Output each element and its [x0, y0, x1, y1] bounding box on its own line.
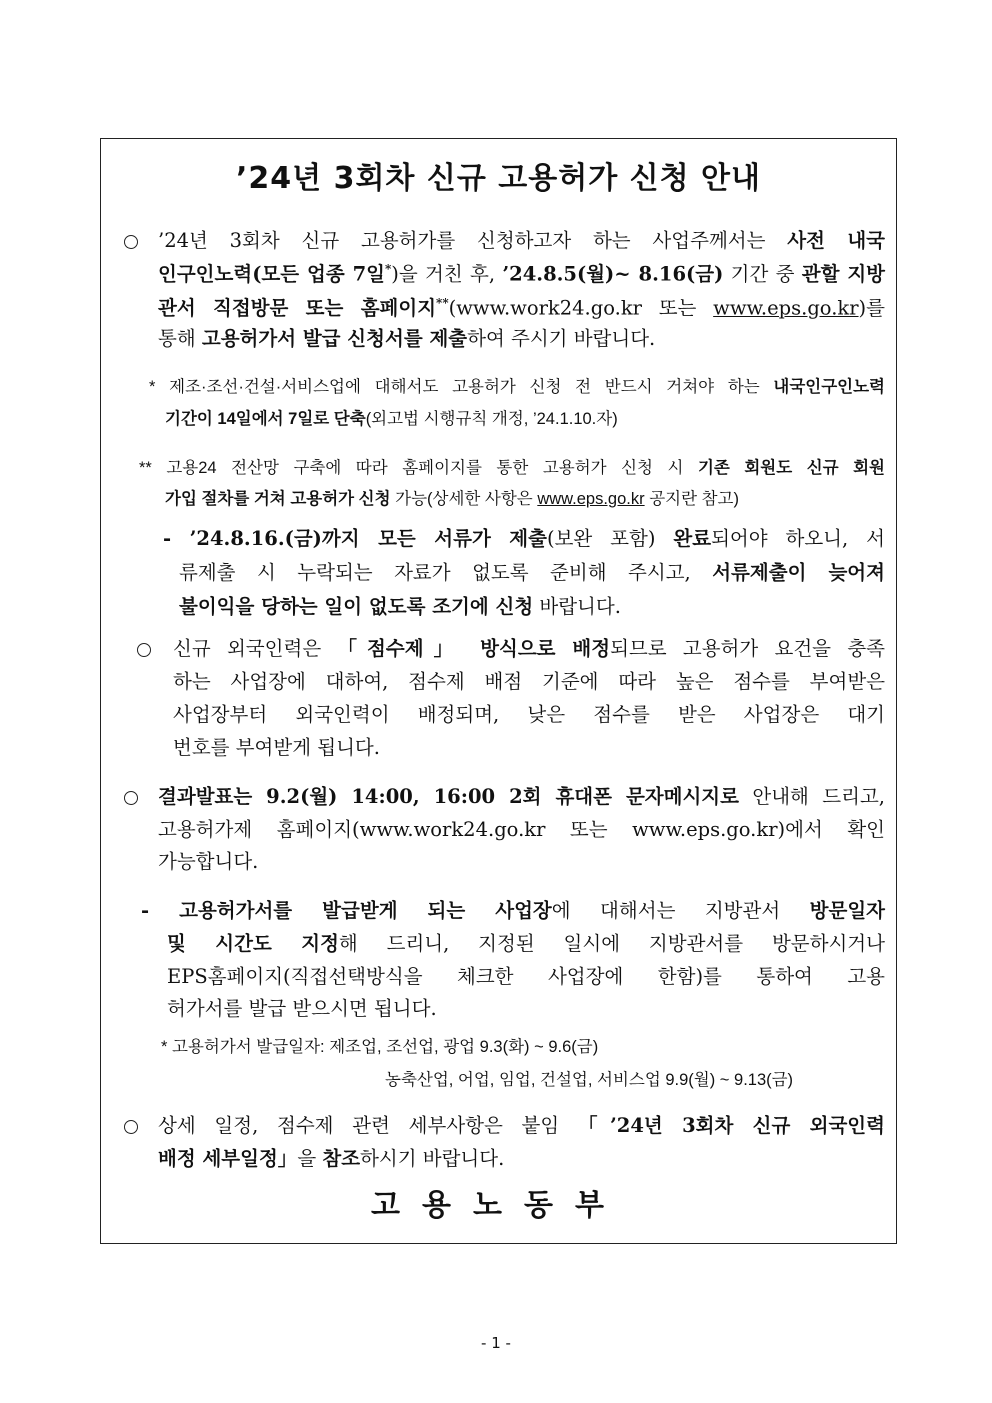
paragraph-2-line-2: 하는 사업장에 대하여, 점수제 배점 기준에 따라 높은 점수를 부여받은	[173, 670, 885, 693]
dash-2-line-4: 허가서를 발급 받으시면 됩니다.	[167, 997, 437, 1020]
paragraph-4-line-1: 상세 일정, 점수제 관련 세부사항은 붙임 「’24년 3회차 신규 외국인력	[158, 1114, 885, 1137]
paragraph-1-line-3: 관서 직접방문 또는 홈페이지**(www.work24.go.kr 또는 www.eps.go.kr)를	[158, 296, 885, 320]
paragraph-3-line-2: 고용허가제 홈페이지(www.work24.go.kr 또는 www.eps.go.kr)에서 확인	[158, 818, 885, 841]
bullet-circle-icon	[124, 235, 138, 249]
paragraph-2-line-1: 신규 외국인력은 「점수제」 방식으로 배정되므로 고용허가 요건을 충족	[173, 637, 885, 660]
dash-1-line-2: 류제출 시 누락되는 자료가 없도록 준비해 주시고, 서류제출이 늦어져	[179, 561, 885, 584]
note-2-line-1: ** 고용24 전산망 구축에 따라 홈페이지를 통한 고용허가 신청 시 기존 회원도 신규 회원	[139, 459, 885, 477]
page-title: ’24년 3회차 신규 고용허가 신청 안내	[236, 161, 761, 196]
note-1-line-1: * 제조·조선·건설·서비스업에 대해서도 고용허가 신청 전 반드시 거쳐야 하는 내국인구인노력	[149, 378, 885, 396]
dash-2-line-1: - 고용허가서를 발급받게 되는 사업장에 대해서는 지방관서 방문일자	[141, 899, 885, 922]
paragraph-3-line-3: 가능합니다.	[158, 850, 259, 873]
signature: 고용노동부	[371, 1188, 626, 1223]
dash-1-line-3: 불이익을 당하는 일이 없도록 조기에 신청 바랍니다.	[179, 595, 621, 618]
bullet-circle-icon	[124, 791, 138, 805]
paragraph-4-line-2: 배정 세부일정」을 참조하시기 바랍니다.	[158, 1147, 505, 1170]
paragraph-1-line-1: ’24년 3회차 신규 고용허가를 신청하고자 하는 사업주께서는 사전 내국	[158, 229, 886, 252]
note-2-line-2: 가입 절차를 거쳐 고용허가 신청 가능(상세한 사항은 www.eps.go.kr 공지란 참고)	[165, 490, 739, 508]
page-number: - 1 -	[481, 1334, 511, 1352]
paragraph-2-line-4: 번호를 부여받게 됩니다.	[173, 736, 380, 759]
paragraph-1-line-4: 통해 고용허가서 발급 신청서를 제출하여 주시기 바랍니다.	[158, 327, 656, 350]
note-1-line-2: 기간이 14일에서 7일로 단축(외고법 시행규칙 개정, ’24.1.10.자)	[165, 410, 618, 428]
dash-2-line-3: EPS홈페이지(직접선택방식을 체크한 사업장에 한함)를 통하여 고용	[167, 965, 885, 988]
eps-link[interactable]: www.eps.go.kr	[713, 296, 859, 320]
bullet-circle-icon	[137, 643, 151, 657]
note-3-line-1: * 고용허가서 발급일자: 제조업, 조선업, 광업 9.3(화) ~ 9.6(금)	[161, 1038, 599, 1056]
paragraph-2-line-3: 사업장부터 외국인력이 배정되며, 낮은 점수를 받은 사업장은 대기	[173, 703, 885, 726]
bullet-circle-icon	[124, 1120, 138, 1134]
dash-1-line-1: - ’24.8.16.(금)까지 모든 서류가 제출(보완 포함) 완료되어야 하오니, 서	[163, 527, 885, 550]
paragraph-3-line-1: 결과발표는 9.2(월) 14:00, 16:00 2회 휴대폰 문자메시지로 안내해 드리고,	[158, 785, 885, 808]
eps-notice-link[interactable]: www.eps.go.kr	[537, 490, 645, 508]
dash-2-line-2: 및 시간도 지정해 드리니, 지정된 일시에 지방관서를 방문하시거나	[167, 932, 885, 955]
note-3-line-2: 농축산업, 어업, 임업, 건설업, 서비스업 9.9(월) ~ 9.13(금)	[385, 1071, 794, 1089]
notice-box	[100, 138, 897, 1244]
paragraph-1-line-2: 인구인노력(모든 업종 7일*)을 거친 후, ’24.8.5(월)~ 8.16(금) 기간 중 관할 지방	[158, 262, 886, 286]
